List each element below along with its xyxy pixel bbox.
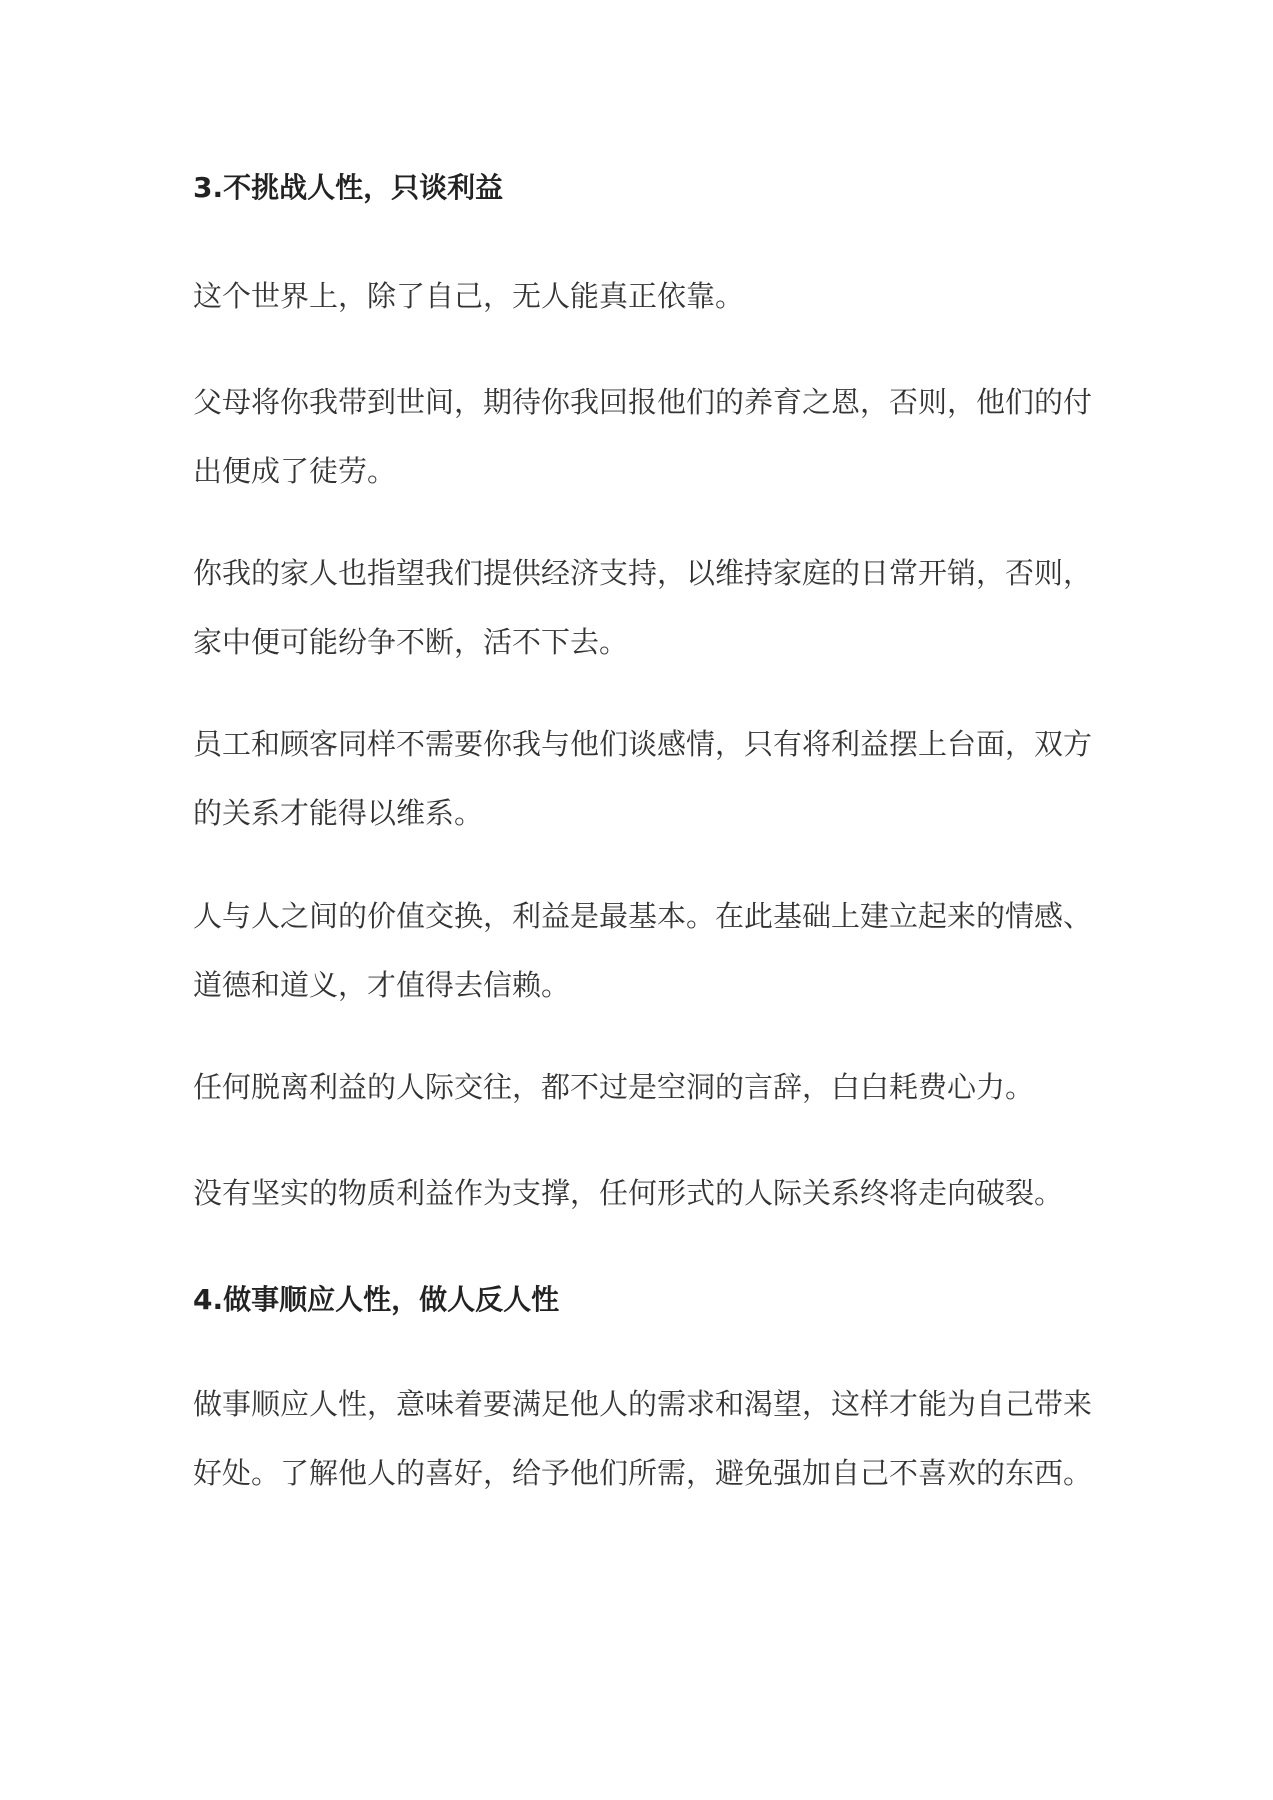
paragraph: 员工和顾客同样不需要你我与他们谈感情，只有将利益摆上台面，双方的关系才能得以维系。 bbox=[193, 727, 1093, 830]
paragraph: 没有坚实的物质利益作为支撑，任何形式的人际关系终将走向破裂。 bbox=[193, 1176, 1064, 1210]
paragraph: 任何脱离利益的人际交往，都不过是空洞的言辞，白白耗费心力。 bbox=[193, 1070, 1035, 1104]
paragraph: 人与人之间的价值交换，利益是最基本。在此基础上建立起来的情感、道德和道义，才值得去信赖。 bbox=[193, 899, 1093, 1002]
section-heading-3: 3.不挑战人性，只谈利益 bbox=[193, 171, 504, 204]
paragraph: 父母将你我带到世间，期待你我回报他们的养育之恩，否则，他们的付出便成了徒劳。 bbox=[193, 385, 1093, 488]
document-page bbox=[193, 0, 1093, 1800]
section-heading-4: 4.做事顺应人性，做人反人性 bbox=[193, 1283, 560, 1316]
paragraph: 你我的家人也指望我们提供经济支持，以维持家庭的日常开销，否则，家中便可能纷争不断，活不下去。 bbox=[193, 556, 1093, 659]
paragraph: 做事顺应人性，意味着要满足他人的需求和渴望，这样才能为自己带来好处。了解他人的喜好，给予他们所需，避免强加自己不喜欢的东西。 bbox=[193, 1387, 1093, 1490]
paragraph: 这个世界上，除了自己，无人能真正依靠。 bbox=[193, 279, 745, 313]
